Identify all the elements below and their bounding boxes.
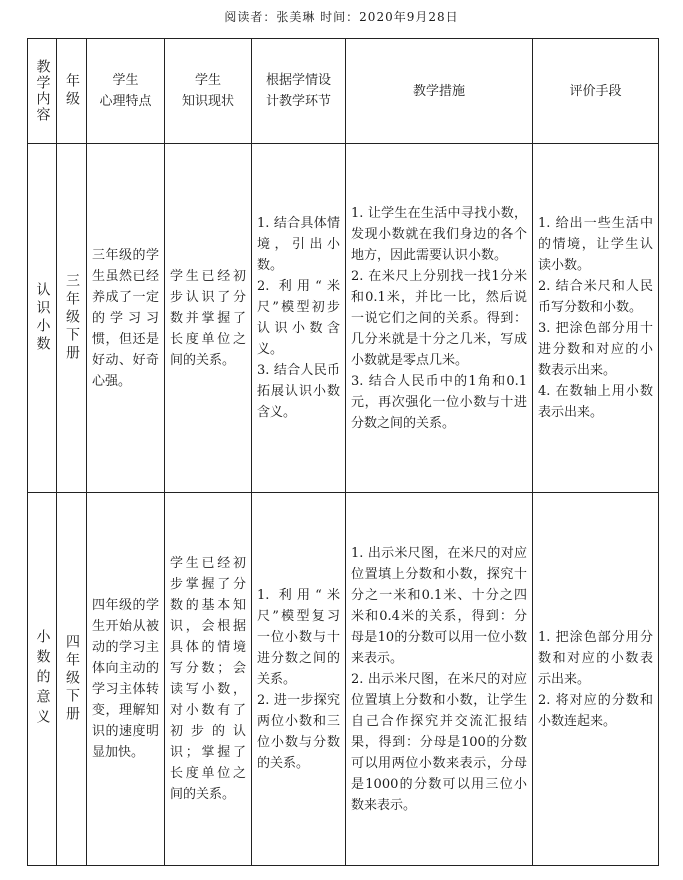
list-item: 2. 进一步探究两位小数和三位小数与分数的关系。 [257,692,340,771]
header-knowledge: 学生 知识现状 [165,39,252,144]
header-design: 根据学情设 计教学环节 [252,39,346,144]
list-item: 2. 利用“米尺”模型初步认识小数含义。 [257,279,340,357]
evaluation-cell [533,493,659,866]
list-item: 3. 结合人民币拓展认识小数含义。 [257,363,340,420]
list-item: 1. 利用“米尺”模型复习一位小数与十进分数之间的关系。 [257,587,340,687]
header-evaluation: 评价手段 [533,39,659,144]
list-item: 4. 在数轴上用小数表示出来。 [538,384,653,420]
reader-header: 阅读者：张美琳 时间：2020年9月28日 [224,10,459,24]
header-measures: 教学措施 [346,39,533,144]
evaluation-cell [533,144,659,493]
header-grade: 年级 [57,39,87,144]
list-item: 1. 让学生在生活中寻找小数，发现小数就在我们身边的各个地方，因此需要认识小数。 [351,205,527,263]
psychology-cell: 四年级的学生开始从被动的学习主体向主动的学习主体转变，理解知识的速度明显加快。 [87,493,165,866]
design-cell [252,493,346,866]
header-psychology: 学生 心理特点 [87,39,165,144]
grade-cell: 四年级下册 [57,493,87,866]
list-item: 1. 结合具体情境，引出小数。 [257,216,340,273]
table-header-row [28,39,659,144]
content-cell: 小数的意义 [28,493,57,866]
list-item: 2. 出示米尺图，在米尺的对应位置填上分数和小数，让学生自己合作探究并交流汇报结果，得到：分母是100的分数可以用两位小数来表示，分母是1000的分数可以用三位小数来表示。 [351,671,527,813]
header-content: 教学内容 [28,39,57,144]
list-item: 2. 将对应的分数和小数连起来。 [538,692,653,729]
knowledge-cell: 学生已经初步认识了分数并掌握了长度单位之间的关系。 [165,144,252,493]
grade-cell: 三年级下册 [57,144,87,493]
measures-cell [346,144,533,493]
measures-cell [346,493,533,866]
list-item: 3. 结合人民币中的1角和0.1元，再次强化一位小数与十进分数之间的关系。 [351,373,527,431]
list-item: 3. 把涂色部分用十进分数和对应的小数表示出来。 [538,321,653,378]
list-item: 2. 结合米尺和人民币写分数和小数。 [538,279,653,315]
list-item: 2. 在米尺上分别找一找1分米和0.1米，并比一比，然后说一说它们之间的关系。得到：几分米就是十分之几米，写成小数就是零点几米。 [351,268,527,368]
table-row [28,144,659,493]
knowledge-cell: 学生已经初步掌握了分数的基本知识，会根据具体的情境写分数；会读写小数，对小数有了初步的认识；掌握了长度单位之间的关系。 [165,493,252,866]
psychology-cell: 三年级的学生虽然已经养成了一定的学习习惯，但还是好动、好奇心强。 [87,144,165,493]
teaching-plan-table [27,38,659,866]
list-item: 1. 出示米尺图，在米尺的对应位置填上分数和小数，探究十分之一米和0.1米、十分之四米和0.4米的关系，得到：分母是10的分数可以用一位小数来表示。 [351,545,527,666]
design-cell [252,144,346,493]
table-row [28,493,659,866]
list-item: 1. 给出一些生活中的情境，让学生认读小数。 [538,216,653,273]
list-item: 1. 把涂色部分用分数和对应的小数表示出来。 [538,629,653,687]
content-cell: 认识小数 [28,144,57,493]
